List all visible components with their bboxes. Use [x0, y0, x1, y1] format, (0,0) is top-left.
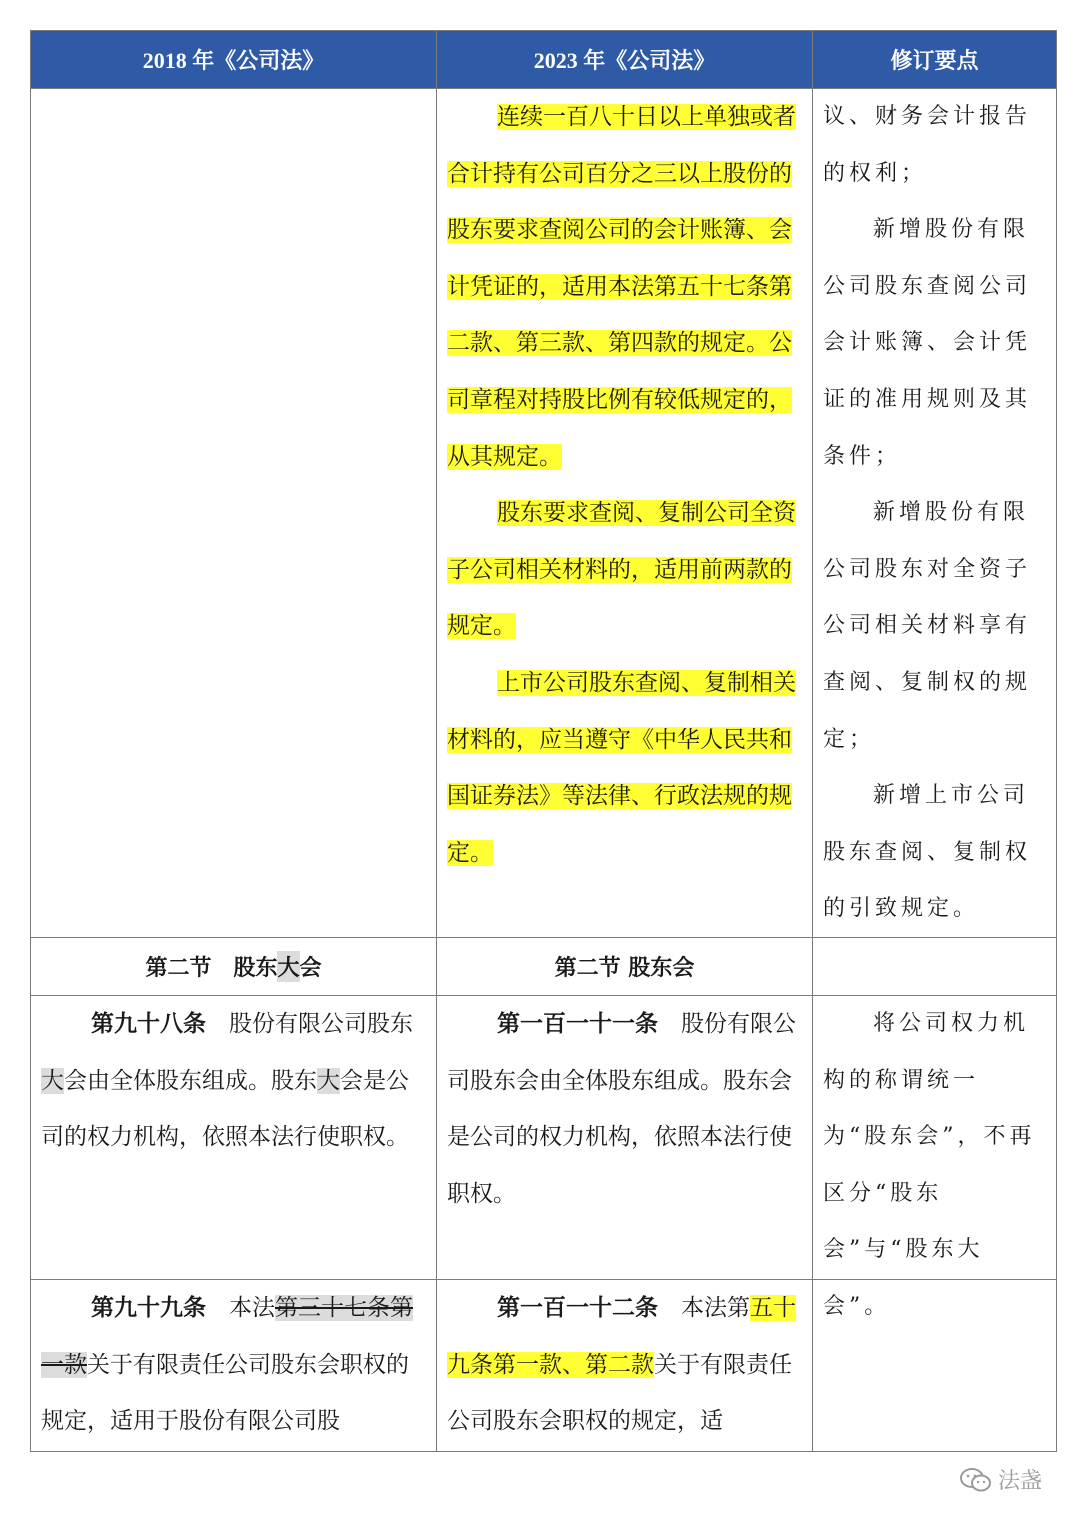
header-2023-law: 2023 年《公司法》 — [437, 31, 813, 89]
table-row — [31, 1280, 1057, 1452]
highlighted-paragraph: 上市公司股东查阅、复制相关材料的，应当遵守《中华人民共和国证券法》等法律、行政法规的规定。 — [447, 669, 796, 866]
article-99-2018: 第九十九条 本法第三十七条第一款关于有限责任公司股东会职权的规定，适用于股份有限公司股 — [31, 1280, 437, 1452]
cell-2018-empty — [31, 89, 437, 938]
wechat-icon — [960, 1467, 992, 1493]
section-heading-revision — [813, 938, 1057, 996]
watermark-text: 法盏 — [997, 1469, 1042, 1494]
highlighted-paragraph: 连续一百八十日以上单独或者合计持有公司百分之三以上股份的股东要求查阅公司的会计账簿、会计凭证的，适用本法第五十七条第二款、第三款、第四款的规定。公司章程对持股比例有较低规定的，从其规定。 — [447, 104, 796, 470]
section-heading-2023: 第二节 股东会 — [437, 938, 813, 996]
article-98-2018: 第九十八条 股份有限公司股东大会由全体股东组成。股东大会是公司的权力机构，依照本法行使职权。 — [31, 996, 437, 1280]
table-row — [31, 89, 1057, 938]
watermark — [960, 1464, 1042, 1495]
revision-empty — [813, 1280, 1057, 1452]
table-row — [31, 996, 1057, 1319]
revision-paragraph: 新增股份有限公司股东查阅公司会计账簿、会计凭证的准用规则及其条件； — [823, 217, 1032, 469]
revision-paragraph: 新增股份有限公司股东对全资子公司相关材料享有查阅、复制权的规定； — [823, 500, 1032, 752]
header-revision-points: 修订要点 — [813, 31, 1057, 89]
table-header-row — [31, 31, 1057, 89]
article-111-2023: 第一百一十一条 股份有限公司股东会由全体股东组成。股东会是公司的权力机构，依照本法行使职权。 — [437, 996, 813, 1280]
cell-revision-text — [813, 89, 1057, 938]
article-112-2023: 第一百一十二条 本法第五十九条第一款、第二款关于有限责任公司股东会职权的规定，适 — [437, 1280, 813, 1452]
section-heading-row — [31, 938, 1057, 996]
header-2018-law: 2018 年《公司法》 — [31, 31, 437, 89]
highlighted-paragraph: 股东要求查阅、复制公司全资子公司相关材料的，适用前两款的规定。 — [447, 500, 796, 640]
revision-note-shareholder-meeting: 将公司权力机构的称谓统一为“股东会”，不再区分“股东会”与“股东大会”。 — [813, 996, 1057, 1280]
cell-2023-text — [437, 89, 813, 938]
revision-paragraph: 议、财务会计报告的权利； — [823, 104, 1032, 186]
comparison-table — [30, 30, 1057, 1452]
revision-paragraph: 新增上市公司股东查阅、复制权的引致规定。 — [823, 783, 1032, 922]
section-heading-2018: 第二节 股东 大 会 — [31, 938, 437, 996]
